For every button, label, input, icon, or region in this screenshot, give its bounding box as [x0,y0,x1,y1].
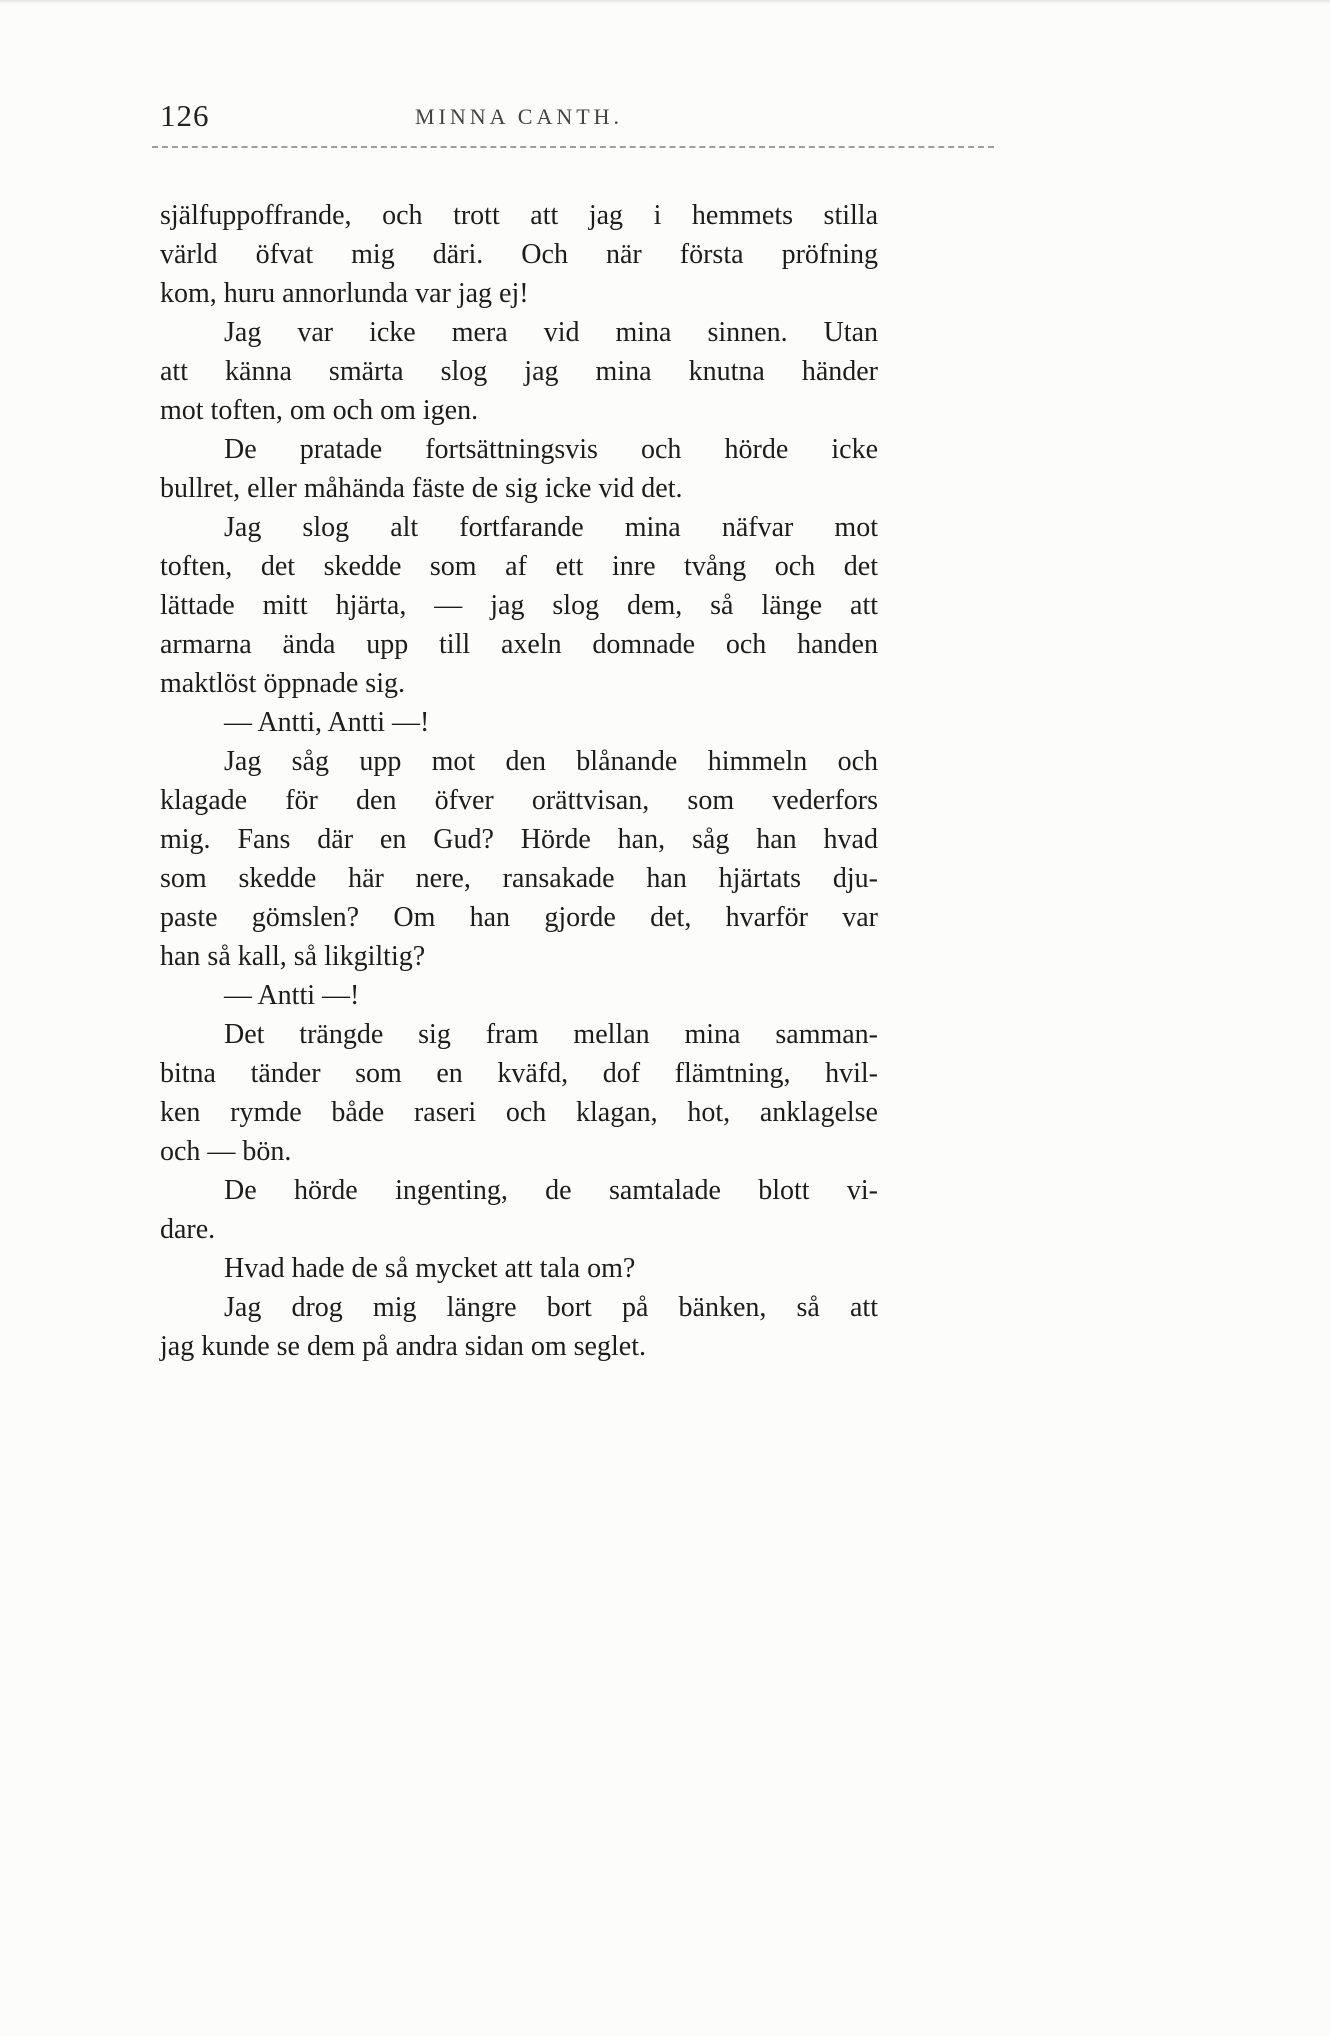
page-number: 126 [160,98,210,133]
text-line: kom, huru annorlunda var jag ej! [160,278,529,309]
text-line: som skedde här nere, ransakade han hjärtats dju- [160,863,878,894]
text-line: dare. [160,1214,216,1245]
running-title: MINNA CANTH. [414,104,624,129]
text-line: klagade för den öfver orättvisan, som vederfors [160,785,878,816]
page-header [160,98,878,138]
text-line: själfuppoffrande, och trott att jag i hemmets stilla [160,200,878,231]
text-line: lättade mitt hjärta, — jag slog dem, så länge att [160,590,878,621]
text-line: bitna tänder som en kväfd, dof flämtning, hvil- [160,1058,878,1089]
text-line: Jag såg upp mot den blånande himmeln och [224,746,878,777]
text-line: toften, det skedde som af ett inre tvång och det [160,551,878,582]
text-line: Jag drog mig längre bort på bänken, så att [224,1292,878,1323]
text-line: att känna smärta slog jag mina knutna händer [160,356,878,387]
header-rule [152,146,994,148]
text-line: — Antti —! [224,980,360,1011]
text-line: ken rymde både raseri och klagan, hot, anklagelse [160,1097,878,1128]
text-line: mig. Fans där en Gud? Hörde han, såg han hvad [160,824,878,855]
text-line: Jag slog alt fortfarande mina näfvar mot [224,512,878,543]
text-line: mot toften, om och om igen. [160,395,479,426]
text-line: armarna ända upp till axeln domnade och handen [160,629,878,660]
text-line: värld öfvat mig däri. Och när första pröfning [160,239,878,270]
text-line: De hörde ingenting, de samtalade blott vi- [224,1175,878,1206]
text-line: — Antti, Antti —! [224,707,430,738]
body-text [160,196,878,1366]
text-line: bullret, eller måhända fäste de sig icke vid det. [160,473,683,504]
text-line: Hvad hade de så mycket att tala om? [224,1253,636,1284]
text-line: Jag var icke mera vid mina sinnen. Utan [224,317,878,348]
text-line: maktlöst öppnade sig. [160,668,405,699]
text-line: De pratade fortsättningsvis och hörde icke [224,434,878,465]
text-line: han så kall, så likgiltig? [160,941,426,972]
text-line: Det trängde sig fram mellan mina samman- [224,1019,878,1050]
text-line: paste gömslen? Om han gjorde det, hvarför var [160,902,878,933]
text-line: jag kunde se dem på andra sidan om seglet. [160,1331,646,1362]
text-line: och — bön. [160,1136,292,1167]
